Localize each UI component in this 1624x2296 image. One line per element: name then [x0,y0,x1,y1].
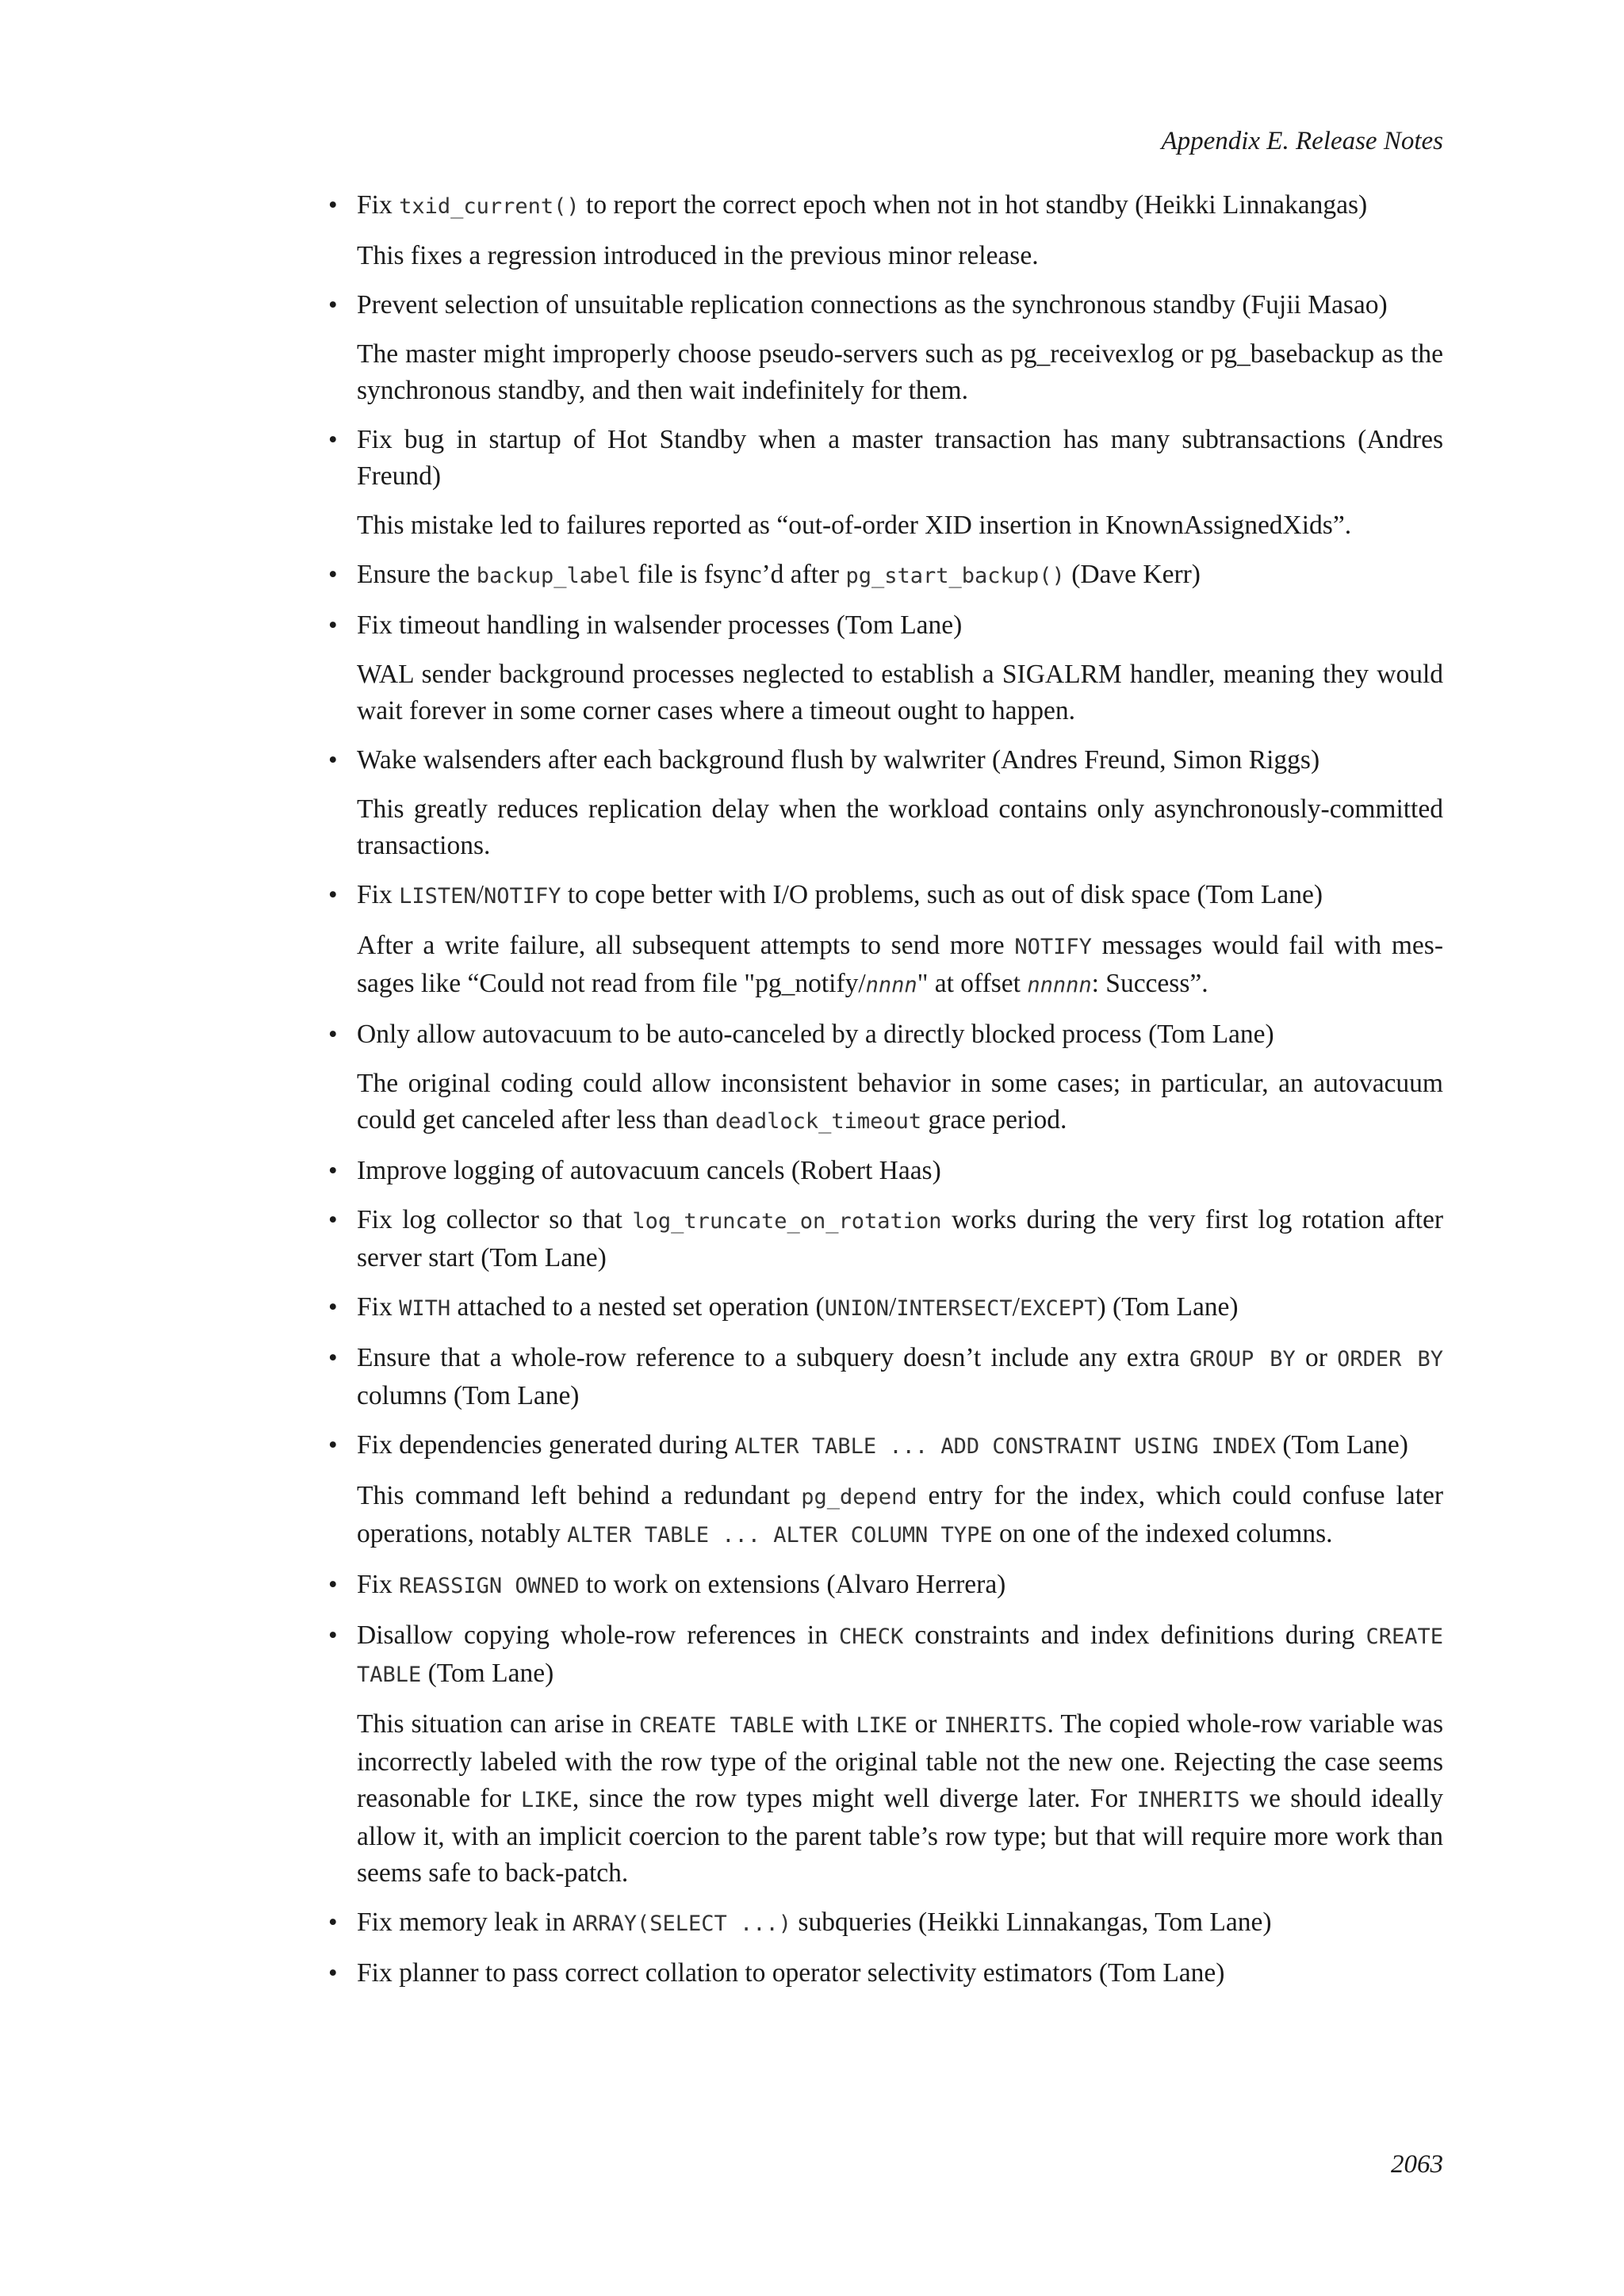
inline-code: CHECK [839,1624,904,1649]
release-note-item [325,1955,1443,1992]
inline-code: ALTER TABLE ... ALTER COLUMN TYPE [567,1523,993,1548]
release-note-item [325,1617,1443,1892]
release-note-item [325,1202,1443,1276]
bullet-icon: • [328,191,338,220]
text-run: . The copied whole-row variable was incorrectly labeled with the row type of the original table not the new one. Rejecting the case seems reasonable for [357,1709,1444,1813]
text-run: or [907,1709,944,1739]
bullet-icon: • [328,611,338,640]
release-note-summary [357,1289,1443,1327]
text-run: we should ideally allow it, with an implicit coercion to the parent table’s row type; but that will require more work than seems safe to back-patch. [357,1784,1443,1888]
text-run: Fix log collector so that [357,1205,633,1234]
text-run: Fix [357,1570,400,1599]
text-run: to work on extensions (Alvaro Herrera) [579,1570,1006,1599]
text-run: Only allow autovacuum to be auto-canceled by a directly blocked process (Tom Lane) [357,1020,1274,1049]
text-run: (Tom Lane) [421,1659,554,1688]
inline-code: ARRAY(SELECT ...) [572,1911,792,1936]
inline-code: WITH [399,1296,451,1321]
text-run: Fix [357,190,400,220]
inline-code: NOTIFY [483,884,561,909]
inline-code: LIKE [520,1788,573,1812]
release-note-summary [357,1427,1443,1465]
bullet-icon: • [328,1431,338,1460]
bullet-icon: • [328,561,338,589]
placeholder-variable: nnnnn [1027,973,1092,997]
text-run: entry for the index, which could confuse later operations, notably [357,1481,1443,1548]
release-note-item [325,422,1443,544]
inline-code: GROUP BY [1189,1347,1296,1372]
bullet-icon: • [328,426,338,454]
text-run: messages would fail with mes-sages like “Could not read from file "pg_notify/ [357,931,1443,998]
inline-code: INTERSECT [896,1296,1013,1321]
release-note-item [325,287,1443,409]
release-note-summary [357,1955,1443,1992]
text-run: Improve logging of autovacuum cancels (Robert Haas) [357,1156,941,1185]
release-note-summary [357,607,1443,644]
release-note-item [325,1016,1443,1140]
page-number: 2063 [1391,2150,1443,2179]
release-note-description [357,928,1443,1004]
text-run: Prevent selection of unsuitable replication connections as the synchronous standby (Fujii Masao) [357,290,1388,320]
release-note-item [325,1427,1443,1554]
text-run: on one of the indexed columns. [992,1519,1333,1548]
text-run: columns (Tom Lane) [357,1381,580,1410]
release-note-description [357,507,1443,544]
text-run: / [476,880,484,909]
inline-code: deadlock_timeout [715,1109,922,1134]
inline-code: LISTEN [399,884,477,909]
release-note-summary [357,422,1443,495]
text-run: ) (Tom Lane) [1097,1292,1239,1322]
text-run: This greatly reduces replication delay when the workload contains only asynchronously-committed transactions. [357,794,1443,860]
text-run: attached to a nested set operation ( [450,1292,825,1322]
text-run: (Dave Kerr) [1064,560,1201,589]
bullet-icon: • [328,291,338,320]
release-note-summary [357,287,1443,323]
inline-code: INHERITS [1136,1788,1240,1812]
inline-code: pg_depend [801,1485,917,1510]
inline-code: UNION [824,1296,889,1321]
inline-code: CREATE TABLE [638,1713,795,1738]
bullet-icon: • [328,1959,338,1988]
text-run: The original coding could allow inconsistent behavior in some cases; in particular, an autovacuum could get canceled after less than [357,1069,1443,1135]
bullet-icon: • [328,1020,338,1049]
release-note-item [325,187,1443,274]
text-run: Ensure the [357,560,477,589]
text-run: Ensure that a whole-row reference to a subquery doesn’t include any extra [357,1343,1189,1372]
release-note-summary [357,877,1443,915]
inline-code: LIKE [856,1713,908,1738]
release-note-description [357,336,1443,409]
bullet-icon: • [328,881,338,909]
text-run: The master might improperly choose pseudo-servers such as pg_receivexlog or pg_basebackup as the synchronous standby, and then wait indefinitely for them. [357,339,1443,405]
bullet-icon: • [328,1293,338,1322]
bullet-icon: • [328,1908,338,1937]
inline-code: backup_label [476,564,631,588]
release-note-description [357,1066,1443,1140]
text-run: Fix [357,1292,400,1322]
inline-code: EXCEPT [1019,1296,1097,1321]
inline-code: ALTER TABLE ... ADD CONSTRAINT USING INDEX [734,1434,1277,1459]
text-run: with [794,1709,856,1739]
text-run: constraints and index definitions during [903,1621,1366,1650]
release-note-description [357,656,1443,729]
release-note-item [325,1904,1443,1942]
inline-code: txid_current() [399,194,580,219]
text-run: Wake walsenders after each background flush by walwriter (Andres Freund, Simon Riggs) [357,745,1320,775]
inline-code: INHERITS [944,1713,1048,1738]
release-note-description [357,1706,1443,1892]
placeholder-variable: nnnn [865,973,917,997]
text-run: Disallow copying whole-row references in [357,1621,840,1650]
release-note-item [325,1567,1443,1605]
text-run: , since the row types might well diverge later. For [572,1784,1137,1813]
release-note-summary [357,1904,1443,1942]
release-note-summary [357,557,1443,595]
release-note-item [325,1153,1443,1189]
text-run: / [889,1292,897,1322]
text-run: This mistake led to failures reported as “out-of-order XID insertion in KnownAssignedXids”. [357,511,1352,540]
text-run: Fix planner to pass correct collation to operator selectivity estimators (Tom Lane) [357,1958,1225,1988]
release-note-description [357,1478,1443,1554]
inline-code: NOTIFY [1014,935,1092,959]
text-run: This command left behind a redundant [357,1481,802,1510]
inline-code: log_truncate_on_rotation [632,1209,942,1234]
release-note-description [357,238,1443,274]
inline-code: CREATE TABLE [357,1624,1443,1687]
release-note-item [325,1289,1443,1327]
text-run: Fix memory leak in [357,1908,573,1937]
release-note-item [325,557,1443,595]
text-run: This situation can arise in [357,1709,639,1739]
page-header: Appendix E. Release Notes [1161,127,1443,155]
bullet-icon: • [328,1621,338,1650]
release-note-summary [357,1016,1443,1053]
release-note-description [357,791,1443,864]
text-run: : Success”. [1091,969,1208,998]
text-run: After a write failure, all subsequent attempts to send more [357,931,1015,960]
bullet-icon: • [328,1571,338,1599]
bullet-icon: • [328,1206,338,1234]
release-note-summary [357,742,1443,779]
text-run: WAL sender background processes neglected to establish a SIGALRM handler, meaning they would wait forever in some corner cases where a timeout ought to happen. [357,660,1443,725]
bullet-icon: • [328,1157,338,1185]
release-note-item [325,742,1443,864]
release-note-summary [357,1340,1443,1414]
text-run: Fix bug in startup of Hot Standby when a master transaction has many subtransactions (Andres Freund) [357,425,1443,491]
text-run: Fix timeout handling in walsender processes (Tom Lane) [357,610,963,640]
inline-code: pg_start_backup() [845,564,1065,588]
release-note-item [325,1340,1443,1414]
release-note-summary [357,1567,1443,1605]
text-run: This fixes a regression introduced in the previous minor release. [357,241,1039,270]
release-note-summary [357,187,1443,225]
text-run: to report the correct epoch when not in hot standby (Heikki Linnakangas) [579,190,1368,220]
text-run: / [1012,1292,1020,1322]
release-note-summary [357,1617,1443,1693]
text-run: (Tom Lane) [1276,1430,1408,1460]
release-note-summary [357,1153,1443,1189]
release-note-item [325,877,1443,1004]
text-run: to cope better with I/O problems, such as out of disk space (Tom Lane) [561,880,1323,909]
text-run: " at offset [917,969,1028,998]
release-notes-list [325,187,1443,2004]
text-run: works during the very first log rotation after server start (Tom Lane) [357,1205,1443,1272]
text-run: Fix [357,880,400,909]
inline-code: REASSIGN OWNED [399,1574,580,1598]
text-run: grace period. [921,1105,1067,1135]
text-run: file is fsync’d after [630,560,846,589]
text-run: Fix dependencies generated during [357,1430,735,1460]
bullet-icon: • [328,746,338,775]
bullet-icon: • [328,1344,338,1372]
release-note-summary [357,1202,1443,1276]
text-run: or [1295,1343,1338,1372]
release-note-item [325,607,1443,729]
text-run: subqueries (Heikki Linnakangas, Tom Lane) [791,1908,1272,1937]
inline-code: ORDER BY [1337,1347,1443,1372]
